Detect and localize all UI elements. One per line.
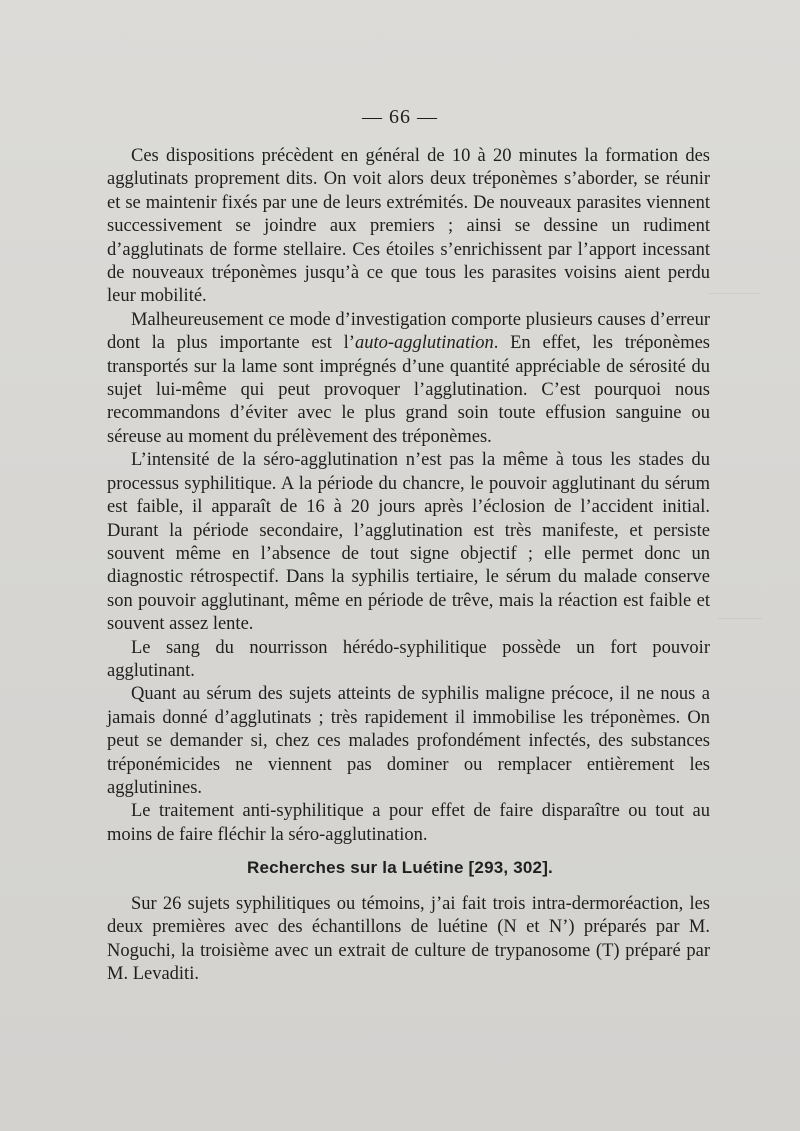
paragraph-investigation	[107, 309, 710, 449]
auto-agglutination-term: auto-agglutination	[354, 333, 494, 354]
faint-bleedthrough-mark	[708, 293, 760, 294]
paragraph-infant-blood: Le sang du nourrisson hérédo-syphilitique possède un fort pouvoir agglutinant.	[107, 637, 710, 681]
main-text	[107, 145, 710, 847]
paragraph-investigation-end: . En effet, les tréponèmes transportés sur la lame sont imprégnés d’une quantité appréciable de sérosité du sujet lui-même qui peut provoquer l’agglutination. C’est pourquoi nous recommandons d’éviter avec le plus grand soin toute effusion sanguine ou séreuse au moment du prélèvement des tréponèmes.	[107, 333, 710, 447]
paragraph-formation: Ces dispositions précèdent en général de 10 à 20 minutes la formation des agglutinats proprement dits. On voit alors deux tréponèmes s’aborder, se réunir et se maintenir fixés par une de leurs extrémités. De nouveaux parasites viennent successivement se joindre aux premiers ; ainsi se dessine un rudiment d’agglutinats de forme stellaire. Ces étoiles s’enrichissent par l’apport incessant de nouveaux tréponèmes jusqu’à ce que tous les parasites voisins aient perdu leur mobilité.	[107, 146, 710, 307]
paragraph-malignant-syphilis: Quant au sérum des sujets atteints de syphilis maligne précoce, il ne nous a jamais donné d’agglutinats ; très rapidement il immobilise les tréponèmes. On peut se demander si, chez ces malades profondément infectés, des substances tréponémicides ne viennent pas dominer ou remplacer entièrement les agglutinines.	[107, 684, 710, 798]
section-heading: Recherches sur la Luétine [293, 302].	[247, 858, 553, 877]
paragraph-treatment: Le traitement anti-syphilitique a pour effet de faire disparaître ou tout au moins de faire fléchir la séro-agglutination.	[107, 801, 710, 845]
paragraph-investigation-start: Malheureusement ce mode d’investigation comporte plusieurs causes d’erreur dont la plus importante est l’	[107, 309, 710, 354]
paragraph-intensity: L’intensité de la séro-agglutination n’est pas la même à tous les stades du processus syphilitique. A la période du chancre, le pouvoir agglutinant du sérum est faible, il apparaît de 16 à 20 jours après l’éclosion de l’accident initial. Durant la période secondaire, l’agglutination est très manifeste, et persiste souvent même en l’absence de tout signe objectif ; elle permet donc un diagnostic rétrospectif. Dans la syphilis tertiaire, le sérum du malade conserve son pouvoir agglutinant, même en période de trêve, mais la réaction est faible et souvent assez lente.	[107, 450, 710, 635]
final-text	[107, 893, 710, 987]
paragraph-luetine-experiment: Sur 26 sujets syphilitiques ou témoins, j’ai fait trois intra-dermoréaction, les deux premières avec des échantillons de luétine (N et N’) préparés par M. Noguchi, la troisième avec un extrait de culture de trypanosome (T) préparé par M. Levaditi.	[107, 894, 710, 985]
faint-bleedthrough-mark	[718, 618, 762, 619]
page-number: — 66 —	[362, 106, 438, 128]
